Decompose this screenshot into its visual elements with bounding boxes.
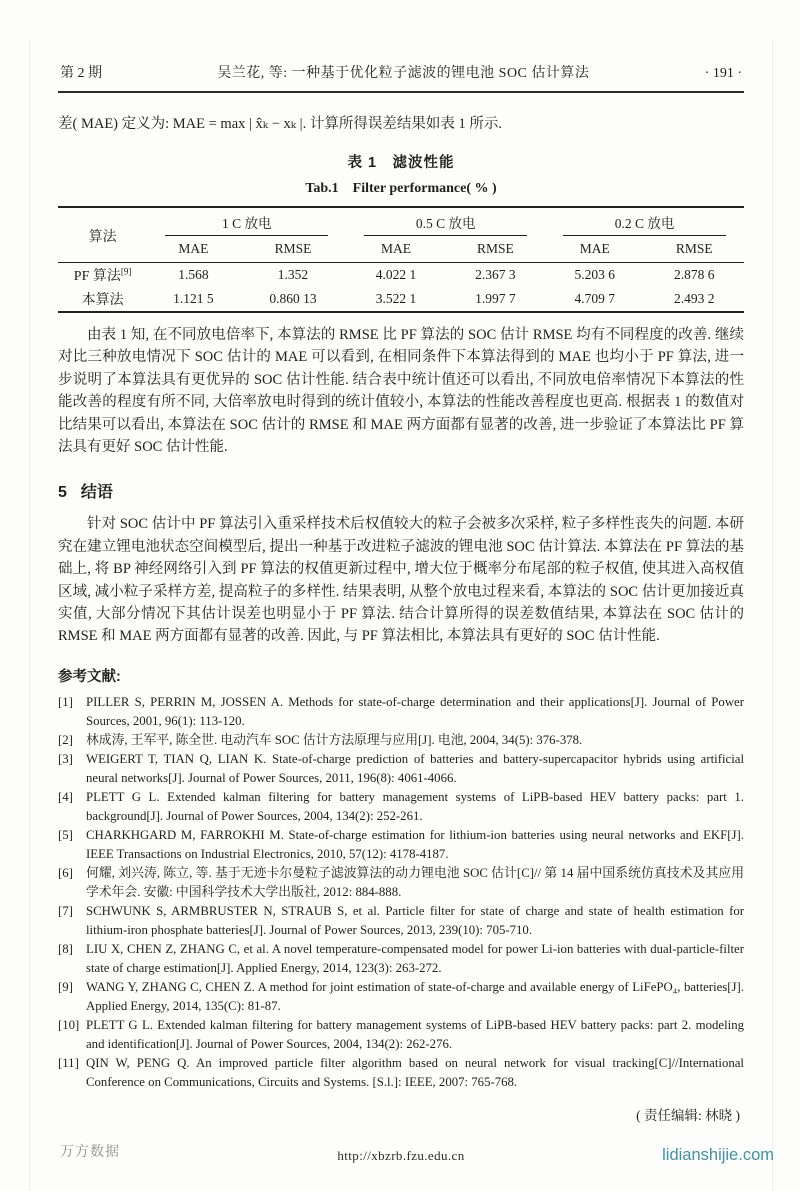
table-caption-zh: 表 1 滤波性能 bbox=[347, 155, 455, 171]
discussion-paragraph: 由表 1 知, 在不同放电倍率下, 本算法的 RMSE 比 PF 算法的 SOC 估计 RMSE 均有不同程度的改善. 继续对比三种放电情况下 SOC 估计的 MAE 可以看到, 在相同条件下本算法得到的 MAE 也均小于 PF 算法, 进一步说明了本算法具有更优异的 SOC 估计性能. 结合表中统计值还可以看出, 不同放电倍率情况下本算法的性能改善的程度有所不同, 大倍率放电时得到的统计值较小, 本算法的性能改善程度也更高. 根据表 1 的数值对比结果可以看出, 本算法在 SOC 估计的 RMSE 和 MAE 两方面都有显著的改善, 进一步验证了本算法比 PF 算法具有更好 SOC 估计性能. bbox=[58, 327, 744, 456]
row-label: PF 算法[9] bbox=[73, 266, 132, 284]
subheader-cell: MAE bbox=[147, 238, 240, 263]
reference-item bbox=[58, 864, 744, 902]
reference-item bbox=[58, 750, 744, 788]
section-number: 5 bbox=[58, 484, 67, 502]
running-header bbox=[58, 62, 744, 93]
references-list bbox=[58, 693, 744, 1092]
subheader-cell: RMSE bbox=[446, 238, 545, 263]
reference-text: WEIGERT T, TIAN Q, LIAN K. State-of-charge prediction of batteries and battery-supercapacitor hybrids using artificial neural networks[J]. Journal of Power Sources, 2011, 196(8): 4061-4066. bbox=[86, 751, 744, 785]
subheader-cell: RMSE bbox=[240, 238, 347, 263]
reference-number: [8] bbox=[58, 941, 73, 956]
group-header-1c: 1 C 放电 bbox=[147, 207, 346, 238]
page-number: · 191 · bbox=[704, 66, 742, 81]
issue-label: 第 2 期 bbox=[60, 66, 102, 81]
conclusion-heading bbox=[58, 479, 744, 502]
cell-value: 0.860 13 bbox=[269, 291, 317, 306]
reference-number: [9] bbox=[58, 979, 73, 994]
subheader-cell: RMSE bbox=[645, 238, 745, 263]
cell-value: 3.522 1 bbox=[375, 291, 417, 306]
site-watermark: lidianshijie.com bbox=[662, 1146, 774, 1164]
corner-header: 算法 bbox=[58, 207, 147, 263]
reference-item bbox=[58, 1016, 744, 1054]
reference-text: PILLER S, PERRIN M, JOSSEN A. Methods for state-of-charge determination and their applications[J]. Journal of Power Sources, 2001, 96(1): 113-120. bbox=[86, 694, 744, 728]
reference-item bbox=[58, 940, 744, 978]
references-heading: 参考文献: bbox=[58, 668, 121, 685]
reference-item bbox=[58, 826, 744, 864]
table-caption-en: Tab.1 Filter performance( % ) bbox=[305, 181, 497, 196]
reference-item bbox=[58, 788, 744, 826]
reference-item bbox=[58, 978, 744, 1016]
reference-number: [4] bbox=[58, 789, 73, 804]
mae-definition-line: 差( MAE) 定义为: MAE = max | x̂ₖ − xₖ |. 计算所得误差结果如表 1 所示. bbox=[58, 116, 502, 132]
cell-value: 2.878 6 bbox=[674, 267, 715, 282]
subheader-cell: MAE bbox=[545, 238, 644, 263]
table-row-proposed bbox=[58, 287, 744, 312]
reference-item bbox=[58, 1054, 744, 1092]
reference-text: CHARKHGARD M, FARROKHI M. State-of-charge estimation for lithium-ion batteries using neural networks and EKF[J]. IEEE Transactions on Industrial Electronics, 2010, 57(12): 4178-4187. bbox=[86, 827, 744, 861]
reference-item bbox=[58, 693, 744, 731]
reference-number: [5] bbox=[58, 827, 73, 842]
reference-text: WANG Y, ZHANG C, CHEN Z. A method for joint estimation of state-of-charge and available energy of LiFePO₄, batteries[J]. Applied Energy, 2014, 135(C): 81-87. bbox=[86, 979, 744, 1013]
cell-value: 2.493 2 bbox=[674, 291, 715, 306]
cell-value: 5.203 6 bbox=[574, 267, 616, 282]
cell-value: 1.568 bbox=[178, 267, 209, 282]
table-row-pf bbox=[58, 263, 744, 288]
reference-number: [11] bbox=[58, 1055, 79, 1070]
cell-value: 4.709 7 bbox=[574, 291, 616, 306]
reference-text: 何耀, 刘兴涛, 陈立, 等. 基于无迹卡尔曼粒子滤波算法的动力锂电池 SOC 估计[C]// 第 14 届中国系统仿真技术及其应用学术年会. 安徽: 中国科学技术大学出版社, 2012: 884-888. bbox=[86, 865, 744, 899]
reference-number: [6] bbox=[58, 865, 73, 880]
running-title: 吴兰花, 等: 一种基于优化粒子滤波的锂电池 SOC 估计算法 bbox=[217, 66, 590, 81]
reference-text: PLETT G L. Extended kalman filtering for battery management systems of LiPB-based HEV battery packs: part 1. background[J]. Journal of Power Sources, 2004, 134(2): 252-261. bbox=[86, 789, 744, 823]
table-subheader-row bbox=[58, 238, 744, 263]
reference-number: [10] bbox=[58, 1017, 80, 1032]
cell-value: 2.367 3 bbox=[475, 267, 516, 282]
cell-value: 4.022 1 bbox=[375, 267, 417, 282]
reference-text: QIN W, PENG Q. An improved particle filter algorithm based on neural network for visual tracking[C]//International Conference on Communications, Circuits and Systems. [S.l.]: IEEE, 2007: 765-768. bbox=[86, 1055, 744, 1089]
reference-item bbox=[58, 902, 744, 940]
reference-text: 林成涛, 王军平, 陈全世. 电动汽车 SOC 估计方法原理与应用[J]. 电池, 2004, 34(5): 376-378. bbox=[86, 732, 583, 747]
conclusion-paragraph: 针对 SOC 估计中 PF 算法引入重采样技术后权值较大的粒子会被多次采样, 粒子多样性丧失的问题. 本研究在建立锂电池状态空间模型后, 提出一种基于改进粒子滤波的锂电池 SOC 估计算法. 本算法在 PF 算法的基础上, 将 BP 神经网络引入到 PF 算法的权值更新过程中, 增大位于概率分布尾部的粒子权值, 使其进入高权值区域, 减小粒子采样方差, 提高粒子的多样性. 结果表明, 从整个放电过程来看, 本算法的 SOC 估计更加接近真实值, 大部分情况下其估计误差也明显小于 PF 算法. 结合计算所得的误差数值结果, 本算法在 SOC 估计的 RMSE 和 MAE 两方面都有显著的改善. 因此, 与 PF 算法相比, 本算法具有更好的 SOC 估计性能. bbox=[58, 516, 744, 645]
cell-value: 1.997 7 bbox=[475, 291, 516, 306]
reference-text: PLETT G L. Extended kalman filtering for battery management systems of LiPB-based HEV battery packs: part 2. modeling and identification[J]. Journal of Power Sources, 2004, 134(2): 262-276. bbox=[86, 1017, 744, 1051]
editor-note: ( 责任编辑: 林晓 ) bbox=[636, 1107, 740, 1123]
cell-value: 1.121 5 bbox=[173, 291, 214, 306]
reference-item bbox=[58, 731, 744, 750]
row-superscript: [9] bbox=[120, 266, 132, 277]
group-header-02c: 0.2 C 放电 bbox=[545, 207, 744, 238]
reference-number: [7] bbox=[58, 903, 73, 918]
table-group-header-row bbox=[58, 207, 744, 238]
subheader-cell: MAE bbox=[346, 238, 445, 263]
group-header-05c: 0.5 C 放电 bbox=[346, 207, 545, 238]
filter-performance-table bbox=[58, 206, 744, 313]
reference-text: SCHWUNK S, ARMBRUSTER N, STRAUB S, et al. Particle filter for state of charge and state of health estimation for lithium-iron phosphate batteries[J]. Journal of Power Sources, 2013, 239(10): 705-710. bbox=[86, 903, 744, 937]
row-label: 本算法 bbox=[81, 293, 124, 308]
reference-number: [3] bbox=[58, 751, 73, 766]
reference-text: LIU X, CHEN Z, ZHANG C, et al. A novel temperature-compensated model for power Li-ion batteries with dual-particle-filter state of charge estimation[J]. Applied Energy, 2014, 123(3): 263-272. bbox=[86, 941, 744, 975]
journal-url: http://xbzrb.fzu.edu.cn bbox=[337, 1147, 465, 1163]
cell-value: 1.352 bbox=[277, 267, 309, 282]
reference-number: [2] bbox=[58, 732, 73, 747]
section-title: 结语 bbox=[80, 484, 113, 502]
wanfang-watermark: 万方数据 bbox=[60, 1145, 120, 1160]
reference-number: [1] bbox=[58, 694, 73, 709]
